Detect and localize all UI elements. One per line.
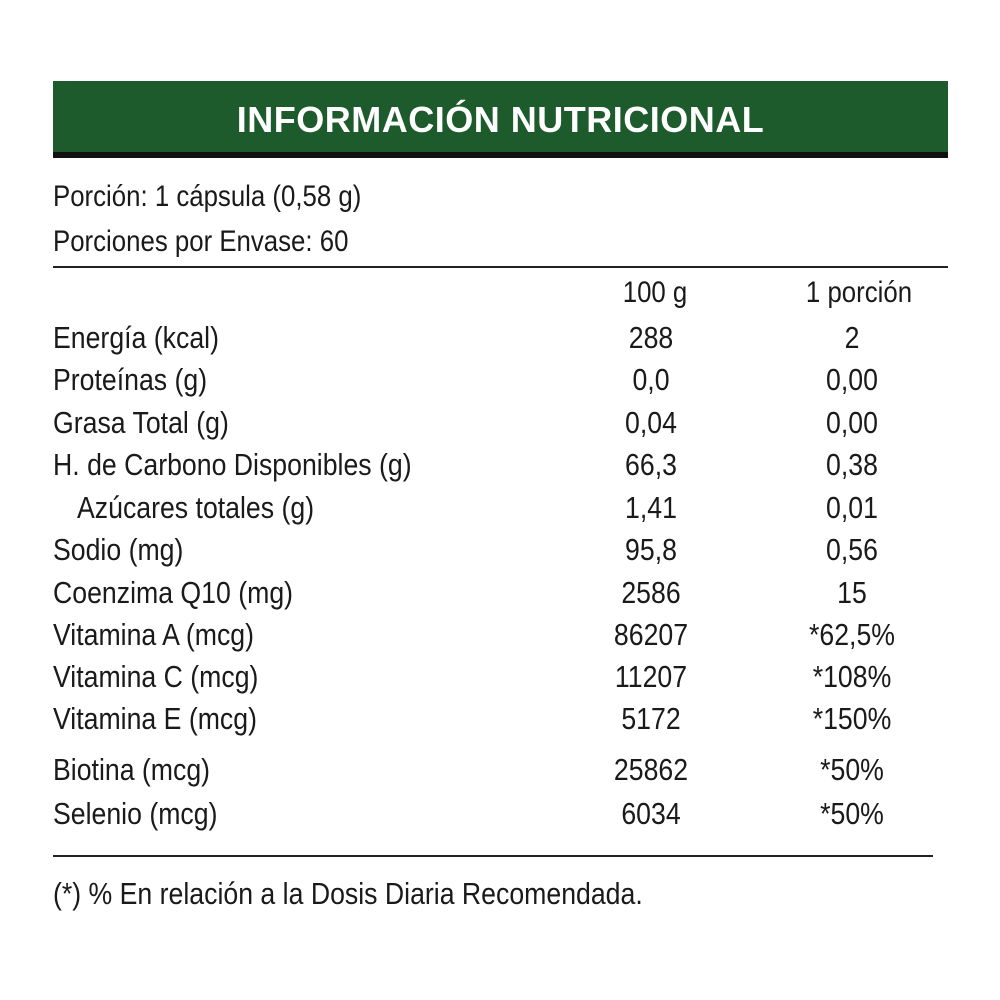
nutrient-label: Vitamina E (mcg) [53, 701, 257, 736]
nutrient-label: Coenzima Q10 (mg) [53, 575, 294, 610]
nutrient-label: Grasa Total (g) [53, 405, 229, 440]
serving-size: Porción: 1 cápsula (0,58 g) [53, 180, 362, 213]
nutrient-value-portion: *150% [812, 701, 892, 736]
nutrient-value-portion: 0,00 [826, 362, 878, 397]
nutrient-value-portion: *50% [820, 796, 884, 831]
nutrient-value-portion: 0,00 [826, 405, 878, 440]
nutrient-label: Biotina (mcg) [53, 752, 211, 787]
nutrient-label: Sodio (mg) [53, 532, 184, 567]
column-header-100g: 100 g [622, 276, 688, 309]
divider-top [53, 266, 948, 268]
nutrient-row-azucares [0, 490, 1000, 530]
nutrient-row-coenzima [0, 575, 1000, 615]
nutrition-title: INFORMACIÓN NUTRICIONAL [236, 98, 765, 140]
nutrient-label: H. de Carbono Disponibles (g) [53, 447, 412, 482]
divider-bottom [53, 855, 933, 857]
nutrient-value-100g: 0,0 [632, 362, 670, 397]
nutrient-value-100g: 66,3 [625, 447, 677, 482]
nutrient-label: Proteínas (g) [53, 362, 208, 397]
column-header-portion: 1 porción [805, 276, 913, 309]
nutrient-label: Azúcares totales (g) [77, 490, 315, 525]
footnote: (*) % En relación a la Dosis Diaria Recomendada. [53, 876, 643, 911]
nutrient-value-portion: 0,56 [826, 532, 878, 567]
nutrient-value-portion: *50% [820, 752, 884, 787]
nutrient-value-100g: 5172 [621, 701, 681, 736]
nutrient-label: Selenio (mcg) [53, 796, 218, 831]
nutrient-value-100g: 86207 [613, 617, 689, 652]
nutrient-value-100g: 95,8 [625, 532, 677, 567]
nutrient-value-100g: 11207 [614, 659, 688, 694]
nutrient-row-selenio [0, 796, 1000, 836]
nutrition-header [53, 81, 948, 158]
nutrient-value-portion: *62,5% [809, 617, 895, 652]
nutrient-row-energia [0, 320, 1000, 360]
nutrient-row-vitamina-a [0, 617, 1000, 657]
nutrient-value-100g: 288 [628, 320, 674, 355]
nutrient-row-carbohidratos [0, 447, 1000, 487]
nutrient-row-sodio [0, 532, 1000, 572]
nutrient-value-portion: 0,01 [826, 490, 878, 525]
nutrient-value-100g: 25862 [613, 752, 689, 787]
nutrient-value-portion: *108% [812, 659, 892, 694]
nutrient-value-100g: 6034 [621, 796, 681, 831]
nutrient-value-100g: 0,04 [625, 405, 677, 440]
nutrient-value-100g: 1,41 [625, 490, 677, 525]
nutrient-row-biotina [0, 752, 1000, 792]
nutrient-row-vitamina-e [0, 701, 1000, 741]
servings-per-container: Porciones por Envase: 60 [53, 225, 349, 258]
nutrient-label: Vitamina A (mcg) [53, 617, 255, 652]
nutrient-label: Energía (kcal) [53, 320, 219, 355]
nutrient-value-100g: 2586 [621, 575, 681, 610]
nutrient-value-portion: 15 [837, 575, 867, 610]
nutrient-value-portion: 2 [844, 320, 860, 355]
nutrient-row-grasa [0, 405, 1000, 445]
nutrient-label: Vitamina C (mcg) [53, 659, 259, 694]
nutrient-value-portion: 0,38 [826, 447, 878, 482]
nutrient-row-vitamina-c [0, 659, 1000, 699]
nutrient-row-proteinas [0, 362, 1000, 402]
